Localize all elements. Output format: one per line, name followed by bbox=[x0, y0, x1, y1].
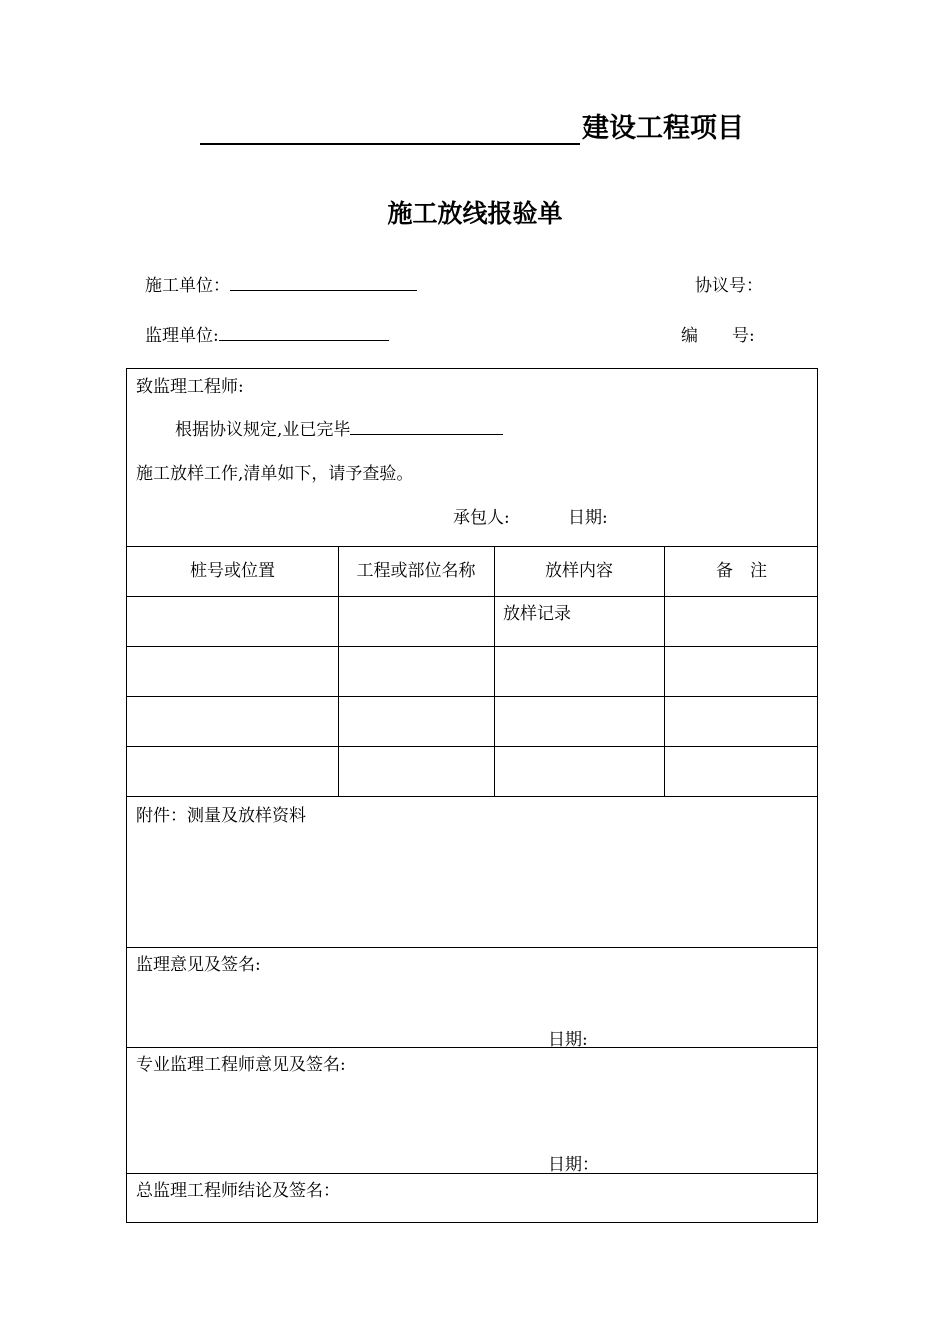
divider bbox=[127, 1173, 817, 1174]
contractor-signature-label: 承包人: bbox=[453, 508, 510, 528]
agreement-number-label: 协议号： bbox=[695, 276, 763, 296]
notice-line-2: 施工放样工作,清单如下，请予查验。 bbox=[136, 464, 414, 484]
divider bbox=[127, 796, 817, 797]
divider bbox=[127, 746, 817, 747]
notice-line-1 bbox=[175, 415, 503, 440]
project-title bbox=[200, 105, 760, 145]
inspection-form-table bbox=[126, 368, 818, 1223]
specialist-opinion-date: 日期： bbox=[548, 1155, 599, 1175]
work-item-blank bbox=[350, 416, 503, 435]
addressee: 致监理工程师: bbox=[136, 377, 244, 397]
header-setout-content: 放样内容 bbox=[545, 561, 613, 581]
divider bbox=[127, 696, 817, 697]
attachment-label: 附件：测量及放样资料 bbox=[136, 806, 306, 826]
header-remarks: 备 注 bbox=[716, 561, 767, 581]
project-name-blank bbox=[200, 111, 580, 145]
divider bbox=[127, 596, 817, 597]
divider bbox=[127, 1047, 817, 1048]
header-stake-location: 桩号或位置 bbox=[190, 561, 275, 581]
serial-number-label: 编 号: bbox=[681, 326, 755, 346]
project-title-suffix: 建设工程项目 bbox=[582, 113, 744, 144]
contractor-unit-label: 施工单位： bbox=[145, 276, 230, 296]
divider bbox=[127, 646, 817, 647]
contractor-unit-blank bbox=[230, 272, 417, 291]
supervisor-unit-row bbox=[145, 321, 389, 346]
specialist-opinion-label: 专业监理工程师意见及签名: bbox=[136, 1055, 346, 1075]
supervisor-opinion-date: 日期: bbox=[548, 1030, 588, 1050]
notice-line-1-text: 根据协议规定,业已完毕 bbox=[175, 420, 351, 440]
table-cell: 放样记录 bbox=[503, 604, 571, 624]
supervisor-unit-label: 监理单位: bbox=[145, 326, 219, 346]
supervisor-opinion-label: 监理意见及签名: bbox=[136, 955, 261, 975]
header-part-name: 工程或部位名称 bbox=[356, 561, 476, 581]
form-title: 施工放线报验单 bbox=[387, 199, 563, 228]
chief-conclusion-label: 总监理工程师结论及签名： bbox=[136, 1181, 340, 1201]
divider bbox=[127, 947, 817, 948]
supervisor-unit-blank bbox=[219, 322, 389, 341]
notice-date-label: 日期: bbox=[568, 508, 608, 528]
contractor-unit-row bbox=[145, 271, 417, 296]
